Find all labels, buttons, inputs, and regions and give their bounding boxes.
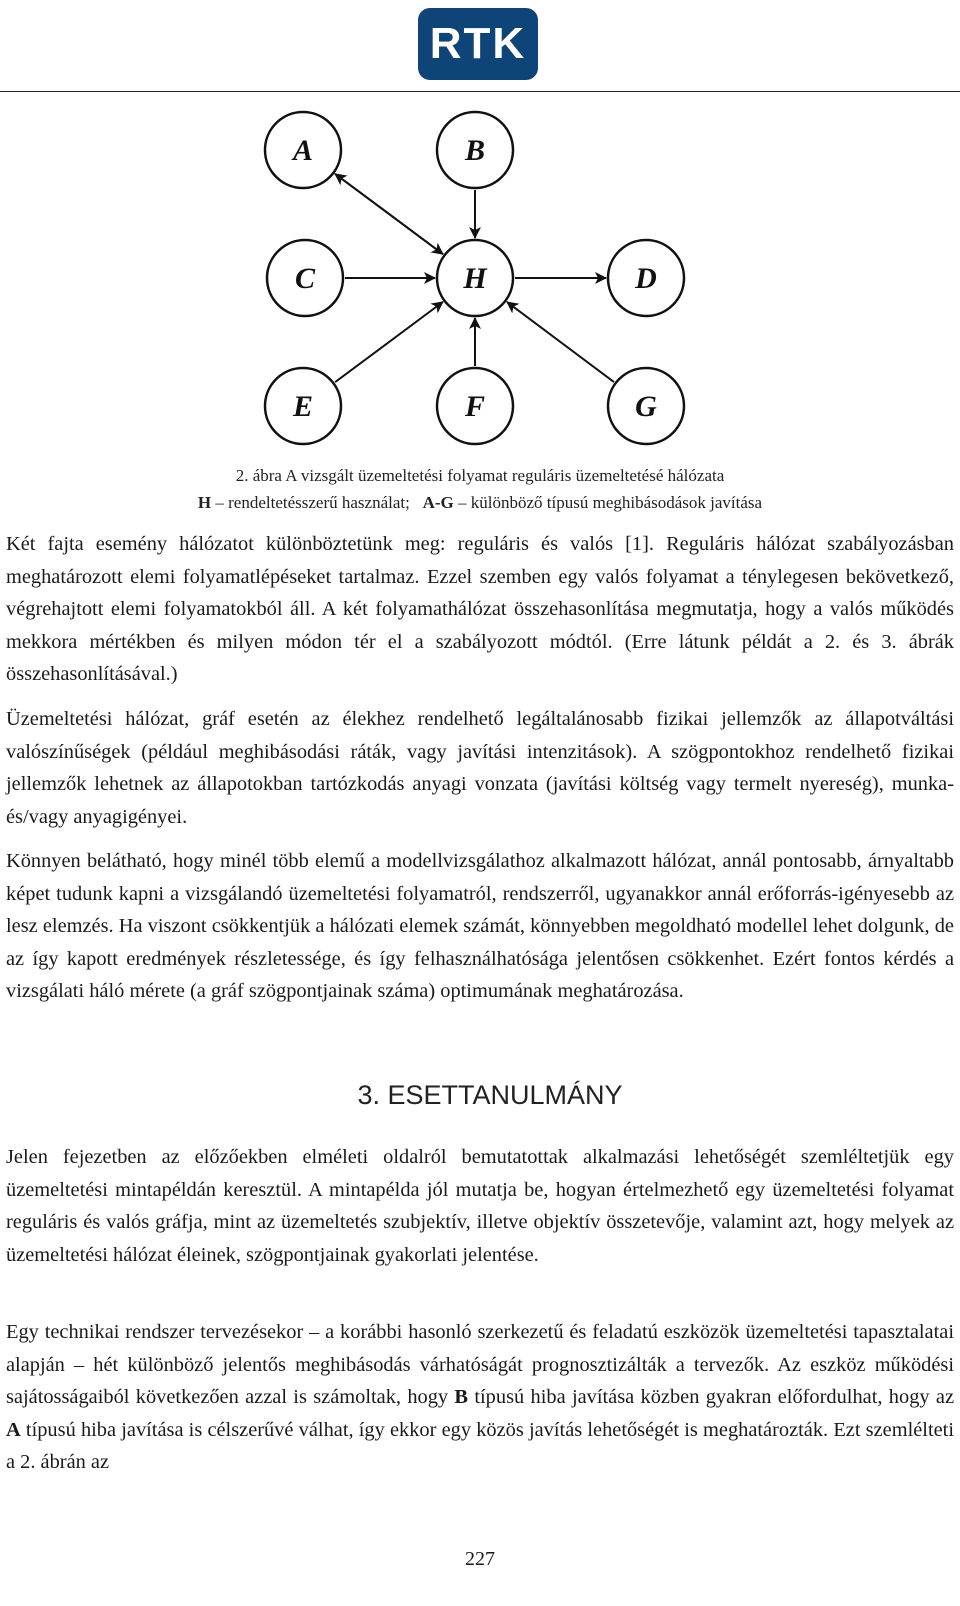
paragraph-4: Jelen fejezetben az előzőekben elméleti oldalról bemutatottak alkalmazási lehetőségét szemléltetjük egy üzemeltetési mintapéldán keresztül. A mintapélda jól mutatja be, hogyan értelmezhető egy üzemeltetési folyamat reguláris és valós gráfja, mint az üzemeltetés szubjektív, illetve objektív összetevője, valamint azt, hogy melyek az üzemeltetési hálózat éleinek, szögpontjainak gyakorlati jelentése. [6, 1146, 954, 1266]
node-label-a: A [292, 134, 314, 167]
caption-ag: A-G [422, 493, 454, 512]
p5-text-a: Egy technikai rendszer tervezésekor – a korábbi hasonló szerkezetű és feladatú eszközök üzemeltetési tapasztalatai alapján – hét különböző jelentős meghibásodás várhatóságát prognosztizálták a tervezők. Az eszköz működési sajátosságaiból következően azzal is számoltak, hogy [6, 1321, 954, 1408]
node-c [267, 240, 343, 316]
node-g [608, 368, 684, 444]
node-label-e: E [292, 390, 314, 423]
figure-caption-line1: 2. ábra A vizsgált üzemeltetési folyamat reguláris üzemeltetésé hálózata [235, 466, 725, 485]
node-f [437, 368, 513, 444]
node-label-d: D [635, 262, 657, 295]
edge-h-a [335, 174, 443, 254]
node-d [608, 240, 684, 316]
caption-h: H [197, 493, 212, 512]
node-label-f: F [464, 390, 486, 423]
figure-caption-line2 [0, 490, 960, 515]
p5-text-c: típusú hiba javítása közben gyakran előfordulhat, hogy az [468, 1386, 955, 1408]
node-label-h: H [463, 262, 487, 295]
node-b [437, 112, 513, 188]
network-diagram [0, 0, 960, 450]
p5-bold-b: B [454, 1386, 469, 1408]
page-number: 227 [465, 1548, 495, 1570]
paragraph-3: Könnyen belátható, hogy minél több elemű a modellvizsgálathoz alkalmazott hálózat, annál pontosabb, árnyaltabb képet tudunk kapni a vizsgálandó üzemeltetési folyamatról, rendszerről, ugyanakkor annál erőforrás-igényesebb az lesz elemzés. Ha viszont csökkentjük a hálózati elemek számát, könnyebben megoldható modellel lehet dolgunk, de az így kapott eredmények részletessége, és így felhasználhatósága jelentősen csökkenhet. Ezért fontos kérdés a vizsgálati háló mérete (a gráf szögpontjainak száma) optimumának meghatározása. [6, 850, 954, 1002]
p5-bold-a: A [6, 1418, 21, 1441]
paragraph-5 [6, 1316, 954, 1479]
caption-end: – különböző típusú meghibásodások javítása [453, 493, 763, 512]
edge-g-h [507, 302, 614, 382]
caption-mid: – rendeltetésszerű használat; [211, 493, 423, 512]
logo-text: RTK [429, 19, 527, 68]
node-label-g: G [635, 390, 657, 423]
paragraph-1: Két fajta esemény hálózatot különböztetünk meg: reguláris és valós [1]. Reguláris hálózat szabályozásban meghatározott elemi folyamatlépéseket tartalmaz. Ezzel szemben egy valós folyamat a ténylegesen bekövetkező, végrehajtott elemi folyamatokból áll. A két folyamathálózat összehasonlítása megmutatja, hogy a valós működés mekkora mértékben és milyen módon tér el a szabályozott módtól. (Erre látunk példát a 2. és 3. ábrák összehasonlításával.) [6, 533, 954, 685]
diagram-nodes [265, 112, 684, 444]
section-heading: 3. ESETTANULMÁNY [357, 1080, 623, 1110]
node-a [265, 112, 341, 188]
node-label-c: C [294, 262, 316, 295]
node-h [437, 240, 513, 316]
node-label-b: B [464, 134, 486, 167]
edge-e-h [335, 302, 443, 382]
p5-text-e: típusú hiba javítása is célszerűvé válhat, így ekkor egy közös javítás lehetőségét is meghatározták. Ezt szemlélteti a 2. ábrán az [6, 1418, 954, 1473]
paragraph-2: Üzemeltetési hálózat, gráf esetén az élekhez rendelhető legáltalánosabb fizikai jellemzők az állapotváltási valószínűségek (például meghibásodási ráták, vagy javítási intenzitások). A szögpontokhoz rendelhető fizikai jellemzők lehetnek az állapotokban tartózkodás anyagi vonzata (javítási költség vagy termelt nyereség), munka- és/vagy anyagigényei. [6, 708, 954, 828]
node-e [265, 368, 341, 444]
